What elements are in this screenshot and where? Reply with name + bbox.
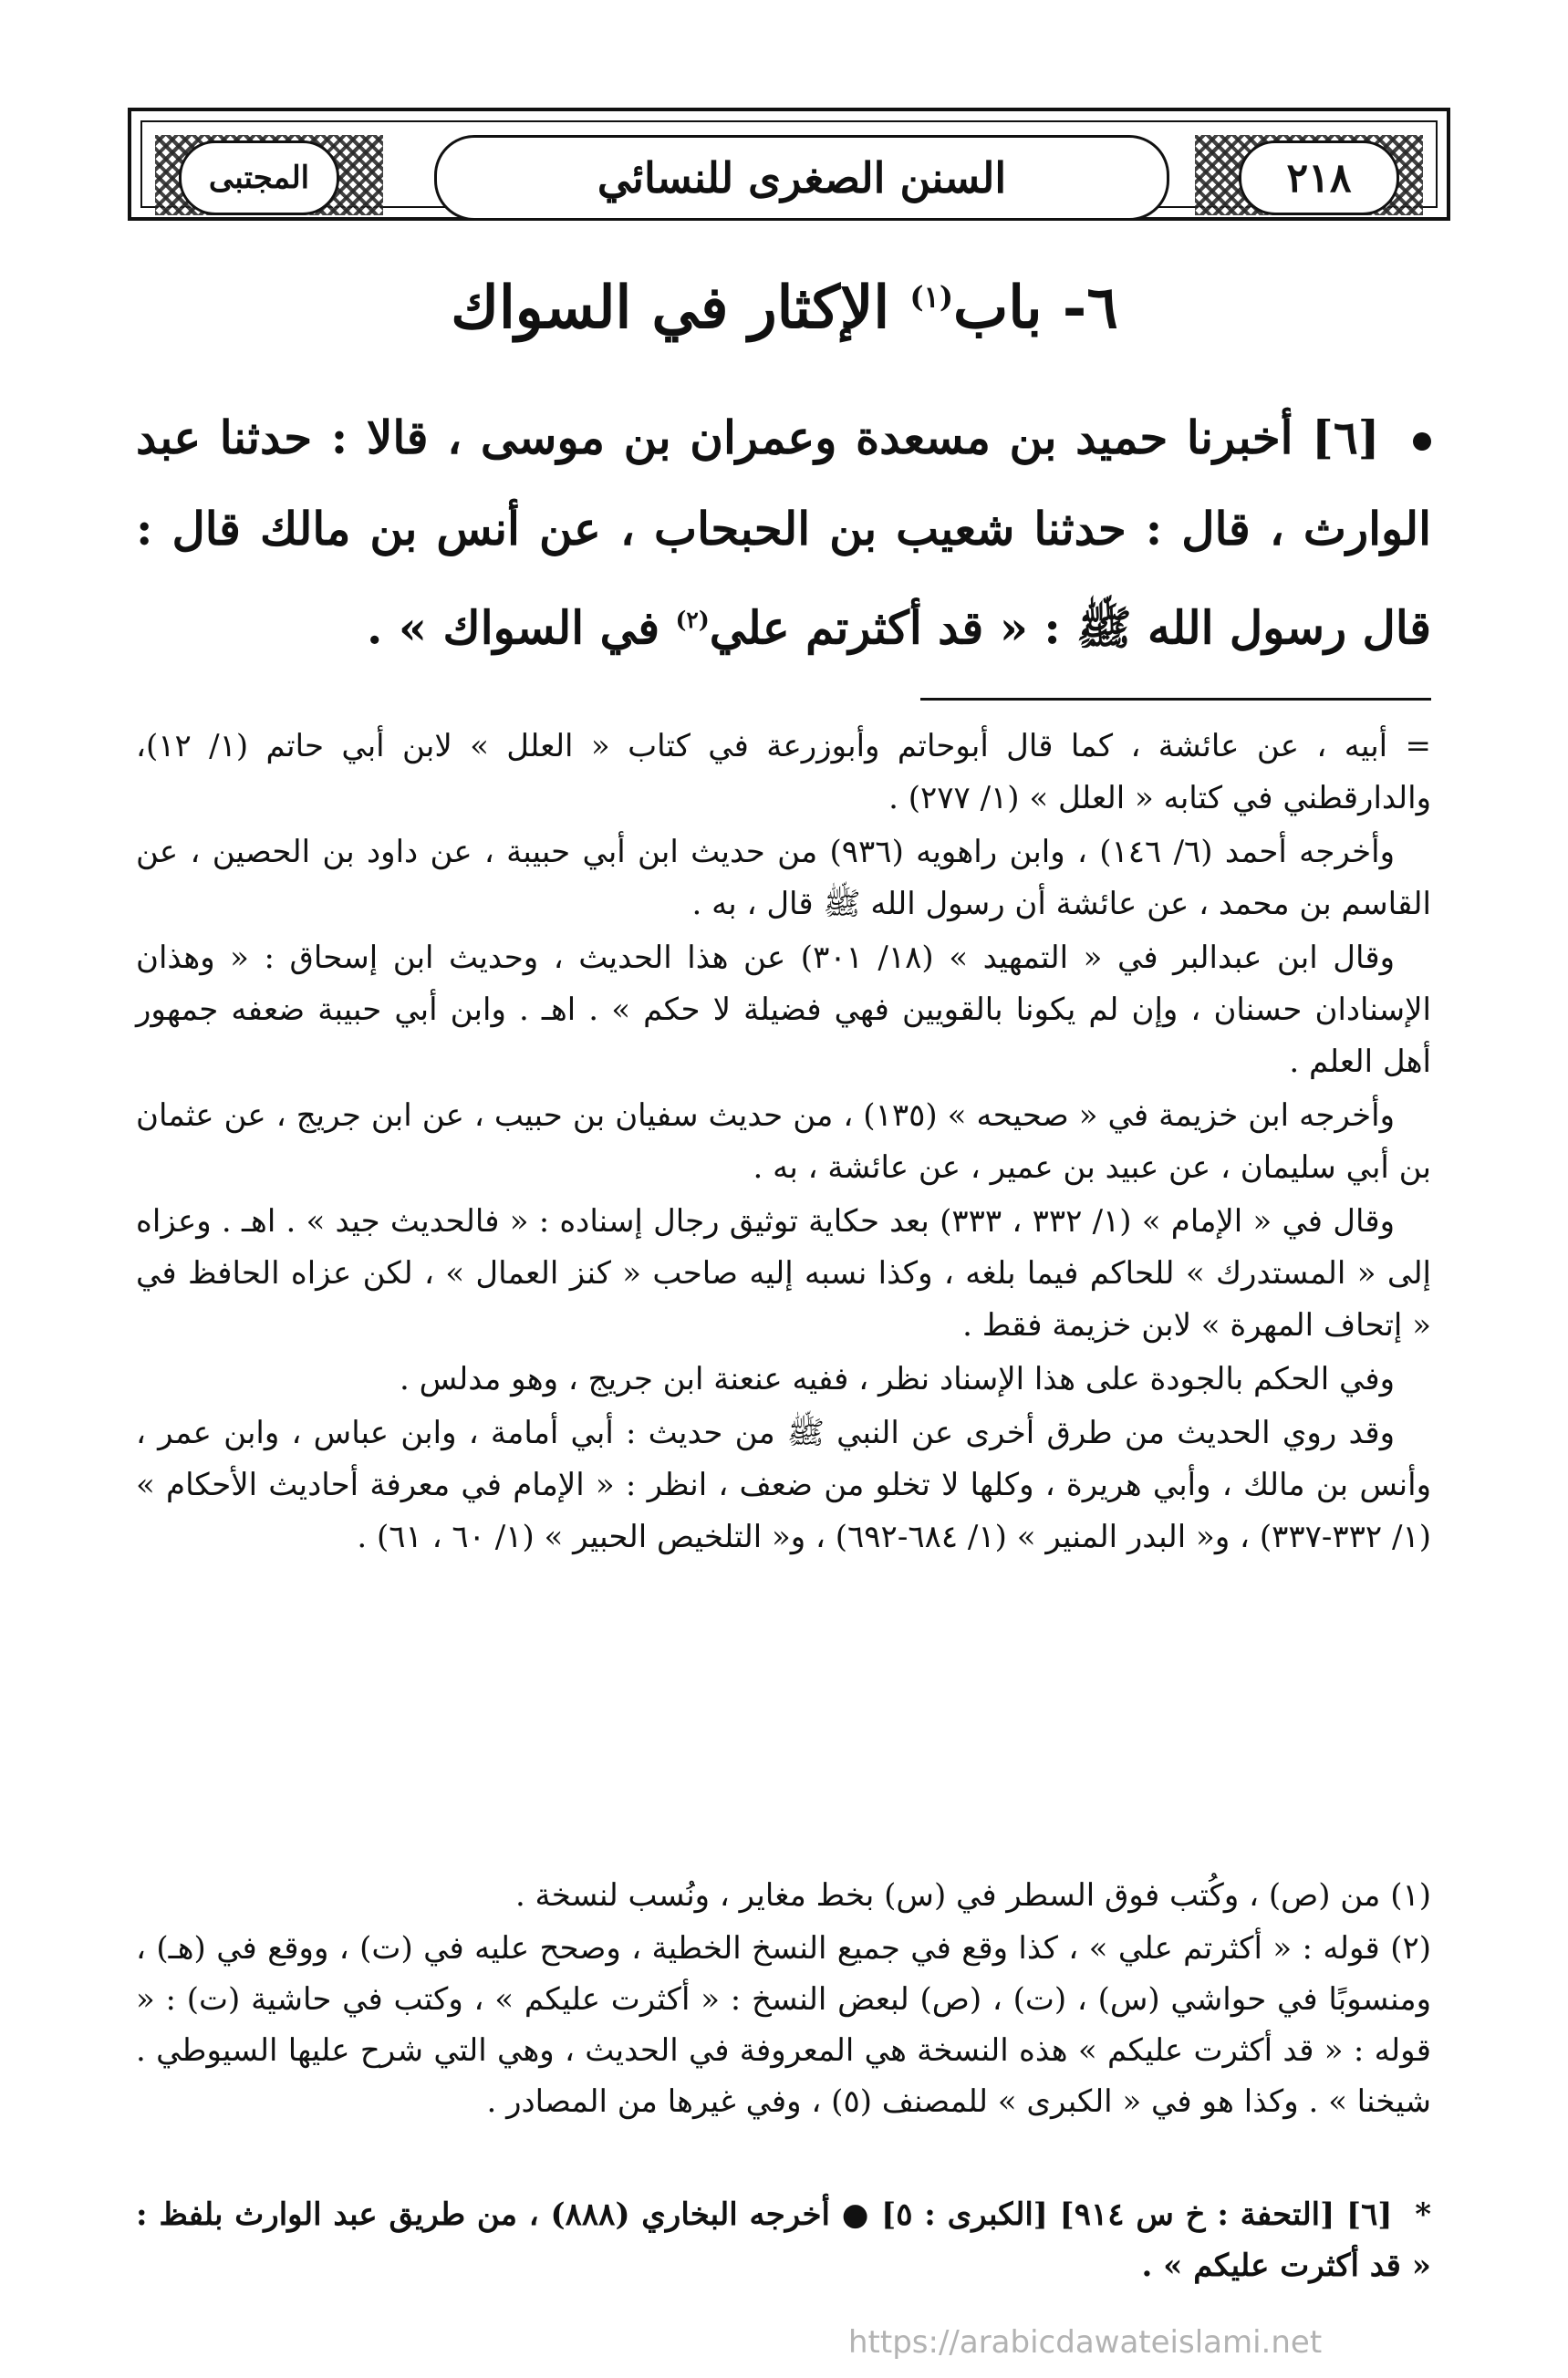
commentary-paragraph: وأخرجه ابن خزيمة في « صحيحه » (١٣٥) ، من حديث سفيان بن حبيب ، عن ابن جريج ، عن عثمان بن أبي سليمان ، عن عبيد بن عمير ، عن عائشة ، به .: [136, 1097, 1431, 1186]
commentary-paragraph: وقال ابن عبدالبر في « التمهيد » (١٨/ ٣٠١) عن هذا الحديث ، وحديث ابن إسحاق : « وهذان الإسنادان حسنان ، وإن لم يكونا بالقويين فهي فضيلة لا حكم » . اهـ . وابن أبي حبيبة ضعفه جمهور أهل العلم .: [136, 940, 1431, 1080]
section-label: المجتبى: [179, 140, 339, 215]
manuscript-note: (٢) قوله : « أكثرتم علي » ، كذا وقع في جميع النسخ الخطية ، وصحح عليه في (ت) ، ووقع في (هـ) ، ومنسوبًا في حواشي (س) ، (ت) ، (ص) لبعض النسخ : « أكثرت عليكم » ، وكتب في حاشية (ت) : « قوله : « قد أكثرت عليكم » هذه النسخة هي المعروفة في الحديث ، وهي التي شرح عليها السيوطي . شيخنا » . وكذا هو في « الكبرى » للمصنف (٥) ، وفي غيرها من المصادر .: [136, 1930, 1431, 2120]
watermark-url: https://arabicdawateislami.net: [848, 2324, 1323, 2361]
commentary-paragraph: وفي الحكم بالجودة على هذا الإسناد نظر ، ففيه عنعنة ابن جريج ، وهو مدلس .: [399, 1361, 1395, 1397]
hadith-footnote-ref: (٢): [675, 607, 710, 633]
takhrij-text: [٦] [التحفة : خ س ٩١٤] [الكبرى : ٥] ● أخرجه البخاري (٨٨٨) ، من طريق عبد الوارث بلفظ : « قد أكثرت عليكم » .: [136, 2196, 1431, 2284]
header-inner-border: [140, 120, 1438, 208]
chapter-footnote-ref: (١): [909, 279, 953, 315]
commentary-paragraph: وقد روي الحديث من طرق أخرى عن النبي ﷺ من حديث : أبي أمامة ، وابن عباس ، وابن عمر ، وأنس بن مالك ، وأبي هريرة ، وكلها لا تخلو من ضعف ، انظر : « الإمام في معرفة أحاديث الأحكام » (١/ ٣٣٢-٣٣٧) ، و« البدر المنير » (١/ ٦٨٤-٦٩٢) ، و« التلخيص الحبير » (١/ ٦٠ ، ٦١) .: [136, 1415, 1431, 1555]
hadith-text: [136, 392, 1431, 674]
hadith-text-part-2: في السواك » .: [367, 600, 660, 655]
page-number: ٢١٨: [1239, 140, 1399, 215]
manuscript-notes: [136, 1870, 1431, 2129]
commentary-paragraph: = أبيه ، عن عائشة ، كما قال أبوحاتم وأبوزرعة في كتاب « العلل » لابن أبي حاتم (١/ ١٢)، والدارقطني في كتابه « العلل » (١/ ٢٧٧) .: [136, 728, 1431, 816]
manuscript-note: (١) من (ص) ، وكُتب فوق السطر في (س) بخط مغاير ، ونُسب لنسخة .: [514, 1877, 1431, 1914]
book-title: السنن الصغرى للنسائي: [434, 135, 1169, 221]
chapter-title-rest: الإكثار في السواك: [451, 274, 890, 342]
chapter-title-word: باب: [952, 274, 1043, 342]
commentary-paragraph: وأخرجه أحمد (٦/ ١٤٦) ، وابن راهويه (٩٣٦) من حديث ابن أبي حبيبة ، عن داود بن الحصين ، عن القاسم بن محمد ، عن عائشة أن رسول الله ﷺ قال ، به .: [136, 834, 1431, 922]
hadith-text-part-1: أخبرنا حميد بن مسعدة وعمران بن موسى ، قالا : حدثنا عبد الوارث ، قال : حدثنا شعيب بن الحبحاب ، عن أنس بن مالك قال : قال رسول الله ﷺ : « قد أكثرتم علي: [136, 410, 1431, 655]
footnote-separator: [920, 698, 1431, 701]
chapter-number: ٦-: [1062, 274, 1118, 342]
page-header-frame: [128, 108, 1450, 221]
commentary-paragraph: وقال في « الإمام » (١/ ٣٣٢ ، ٣٣٣) بعد حكاية توثيق رجال إسناده : « فالحديث جيد » . اهـ . وعزاه إلى « المستدرك » للحاكم فيما بلغه ، وكذا نسبه إليه صاحب « كنز العمال » ، لكن عزاه الحافظ في « إتحاف المهرة » لابن خزيمة فقط .: [136, 1203, 1431, 1344]
bullet-icon: [1413, 432, 1431, 451]
takhrij-note: [136, 2189, 1431, 2291]
commentary-footnotes: [136, 721, 1431, 1565]
hadith-number: [٦]: [1312, 410, 1380, 464]
asterisk-icon: *: [1415, 2196, 1431, 2233]
chapter-title: [182, 274, 1386, 342]
